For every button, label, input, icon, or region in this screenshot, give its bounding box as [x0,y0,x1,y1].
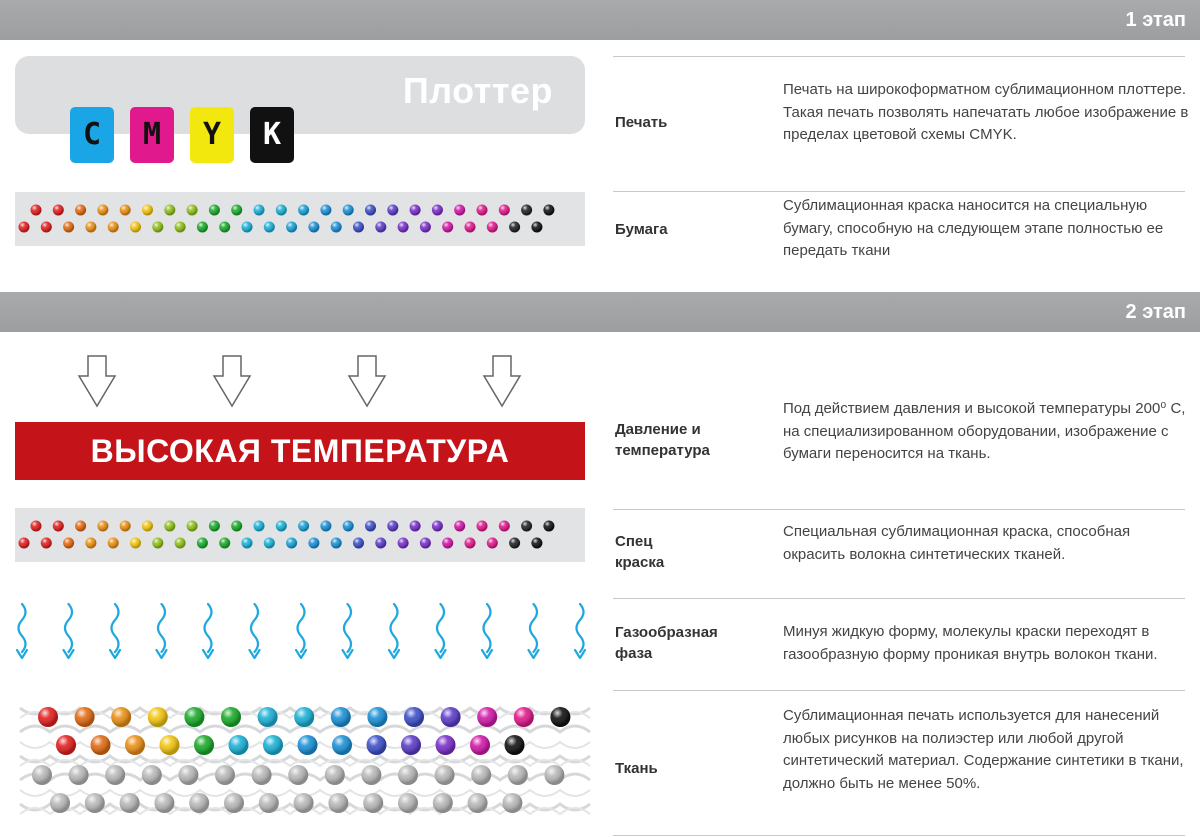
ink-dot-shine [477,205,488,216]
ink-dot-shine [231,205,242,216]
row-text-print: Печать на широкоформатном сублимационном плоттере. Такая печать позволять напечатать любое изображение в пределах цветовой схемы CMYK. [783,81,1189,143]
ink-dot-shine [120,205,131,216]
ink-dot-shine [31,205,42,216]
ink-dot-shine [85,793,105,813]
ink-dot-shine [509,222,520,233]
ink-dot-shine [130,538,141,549]
ink-dot-shine [19,222,30,233]
row-label-gas: Газообразная фаза [615,624,718,662]
ink-dot-shine [231,521,242,532]
ink-dot-shine [363,793,383,813]
ink-dot-shine [550,707,570,727]
ink-dot-shine [142,765,162,785]
ink-dot-shine [286,222,297,233]
ink-dot-shine [38,707,58,727]
ink-dot-shine [298,735,318,755]
ink-dot-shine [454,205,465,216]
ink-dot-shine [120,521,131,532]
ink-dot-shine [308,538,319,549]
row-text-paper: Сублимационная краска наносится на специальную бумагу, способную на следующем этапе полностью ее передать ткани [783,197,1164,259]
ink-dot-shine [442,222,453,233]
ink-cartridge-magenta: M [130,107,174,163]
ink-dot-shine [75,707,95,727]
row-label-print: Печать [615,114,668,131]
ink-dot-shine [367,735,387,755]
ink-dot-shine [436,735,456,755]
gas-wave-icon [205,604,212,652]
gas-wave-icon [437,604,444,652]
ink-dot-shine [509,538,520,549]
ink-dot-shine [97,521,108,532]
ink-dot-shine [531,222,542,233]
ink-dot-shine [224,793,244,813]
gas-wave-icon [112,604,119,652]
ink-dot-shine [31,521,42,532]
ink-dot-shine [465,538,476,549]
ink-dot-shine [353,222,364,233]
ink-dot-shine [398,765,418,785]
ink-dot-shine [184,707,204,727]
ink-dot-shine [152,222,163,233]
ink-dot-shine [229,735,249,755]
ink-dot-shine [502,793,522,813]
ink-dot-shine [420,538,431,549]
ink-dot-shine [85,538,96,549]
ink-dot-shine [276,205,287,216]
ink-dot-shine [365,521,376,532]
ink-dot-shine [508,765,528,785]
ink-dot-shine [308,222,319,233]
ink-dot-shine [152,538,163,549]
ink-dot-shine [120,793,140,813]
row-text-gas: Минуя жидкую форму, молекулы краски переходят в газообразную форму проникая внутрь волокон ткани. [783,623,1158,663]
ink-dot-shine [477,521,488,532]
ink-dot-shine [288,765,308,785]
ink-dot-shine [332,735,352,755]
plotter-title: Плоттер [402,70,553,111]
gas-wave-icon [344,604,351,652]
ink-dot-shine [404,707,424,727]
gas-wave-icon [298,604,305,652]
ink-dot-shine [433,793,453,813]
ink-dot-shine [130,222,141,233]
ink-dot-shine [75,205,86,216]
gas-wave-icon [65,604,72,652]
ink-dot-shine [242,538,253,549]
ink-dot-shine [514,707,534,727]
ink-dot-shine [164,205,175,216]
ink-dot-shine [471,765,491,785]
ink-dot-shine [468,793,488,813]
row-label-ink: Спец краска [615,533,665,571]
ink-dot-shine [264,222,275,233]
ink-dot-shine [521,205,532,216]
gas-wave-icon [251,604,258,652]
ink-dot-shine [187,521,198,532]
stage-1-header: 1 этап [0,0,1200,40]
ink-dot-shine [442,538,453,549]
ink-dot-shine [331,538,342,549]
gas-wave-icon [577,604,584,652]
ink-dot-shine [410,521,421,532]
ink-dot-shine [221,707,241,727]
ink-dot-shine [487,222,498,233]
stage-2-header: 2 этап [0,292,1200,332]
ink-dot-shine [343,205,354,216]
ink-dot-shine [85,222,96,233]
ink-dot-shine [361,765,381,785]
ink-dot-shine [178,765,198,785]
ink-dot-shine [215,765,235,785]
ink-dot-shine [254,521,265,532]
ink-dot-shine [398,222,409,233]
ink-dot-shine [264,538,275,549]
ink-dot-shine [432,521,443,532]
ink-dot-shine [375,222,386,233]
row-label-paper: Бумага [615,221,668,238]
ink-dot-shine [263,735,283,755]
ink-dot-shine [148,707,168,727]
ink-dot-shine [298,521,309,532]
ink-dot-shine [259,793,279,813]
ink-dot-shine [63,538,74,549]
ink-dot-shine [294,707,314,727]
ink-dot-shine [477,707,497,727]
ink-dot-shine [544,765,564,785]
down-arrow-icon [214,356,250,406]
ink-dot-shine [69,765,89,785]
ink-dot-shine [19,538,30,549]
ink-dot-shine [276,521,287,532]
ink-dot-shine [441,707,461,727]
ink-dot-shine [398,538,409,549]
ink-dot-shine [328,793,348,813]
ink-dot-shine [197,538,208,549]
ink-dot-shine [320,205,331,216]
ink-dot-shine [164,521,175,532]
row-text-fabric: Сублимационная печать используется для нанесений любых рисунков на полиэстер или любой другой синтетический материал. Содержание синтетики в ткани, должно быть не менее 50%. [783,707,1184,792]
ink-dot-shine [142,521,153,532]
ink-dot-shine [50,793,70,813]
ink-dot-shine [286,538,297,549]
ink-dot-shine [454,521,465,532]
ink-dot-shine [75,521,86,532]
ink-dot-shine [175,538,186,549]
ink-dot-shine [189,793,209,813]
ink-dot-shine [63,222,74,233]
ink-dot-shine [543,205,554,216]
row-text-pressure: Под действием давления и высокой температуры 200⁰ С, на специализированном оборудовании, изображение с бумаги переносится на ткань. [783,400,1186,462]
ink-dot-shine [521,521,532,532]
ink-dot-shine [531,538,542,549]
ink-dot-shine [543,521,554,532]
ink-dot-shine [331,707,351,727]
ink-dot-shine [252,765,272,785]
row-label-pressure: Давление и температура [615,421,710,459]
ink-dot-shine [97,205,108,216]
down-arrow-icon [484,356,520,406]
row-label-fabric: Ткань [615,760,658,777]
ink-cartridge-yellow: Y [190,107,234,163]
ink-dot-shine [197,222,208,233]
ink-dot-shine [41,222,52,233]
ink-dot-shine [108,222,119,233]
ink-dot-shine [254,205,265,216]
ink-cartridge-black: K [250,107,294,163]
ink-dot-shine [410,205,421,216]
ink-dot-shine [160,735,180,755]
ink-dot-shine [53,205,64,216]
ink-dot-shine [105,765,125,785]
ink-dot-shine [435,765,455,785]
ink-dot-shine [375,538,386,549]
ink-dot-shine [387,521,398,532]
ink-dot-shine [353,538,364,549]
gas-wave-icon [158,604,165,652]
ink-dot-shine [32,765,52,785]
ink-dot-shine [294,793,314,813]
ink-dot-shine [465,222,476,233]
gas-wave-icon [484,604,491,652]
ink-dot-shine [432,205,443,216]
ink-dot-shine [53,521,64,532]
ink-dot-shine [175,222,186,233]
ink-dot-shine [499,205,510,216]
ink-dot-shine [331,222,342,233]
ink-dot-shine [194,735,214,755]
down-arrow-icon [349,356,385,406]
ink-dot-shine [41,538,52,549]
ink-dot-shine [219,538,230,549]
high-temperature-banner: ВЫСОКАЯ ТЕМПЕРАТУРА [15,422,585,480]
ink-dot-shine [219,222,230,233]
ink-dot-shine [242,222,253,233]
ink-dot-shine [108,538,119,549]
ink-cartridge-cyan: C [70,107,114,163]
ink-dot-shine [365,205,376,216]
row-text-ink: Специальная сублимационная краска, способная окрасить волокна синтетических тканей. [783,523,1131,563]
ink-dot-shine [258,707,278,727]
gas-wave-icon [19,604,26,652]
ink-dot-shine [367,707,387,727]
ink-dot-shine [154,793,174,813]
ink-dot-shine [325,765,345,785]
ink-dot-shine [111,707,131,727]
ink-dot-shine [298,205,309,216]
gas-wave-icon [391,604,398,652]
ink-dot-shine [487,538,498,549]
gas-wave-icon [530,604,537,652]
ink-dot-shine [398,793,418,813]
ink-dot-shine [420,222,431,233]
ink-dot-shine [91,735,111,755]
ink-dot-shine [125,735,145,755]
ink-dot-shine [499,521,510,532]
ink-dot-shine [343,521,354,532]
ink-dot-shine [505,735,525,755]
ink-dot-shine [56,735,76,755]
ink-dot-shine [187,205,198,216]
ink-dot-shine [470,735,490,755]
ink-dot-shine [387,205,398,216]
ink-dot-shine [209,521,220,532]
down-arrow-icon [79,356,115,406]
ink-dot-shine [401,735,421,755]
ink-dot-shine [320,521,331,532]
ink-dot-shine [142,205,153,216]
ink-dot-shine [209,205,220,216]
